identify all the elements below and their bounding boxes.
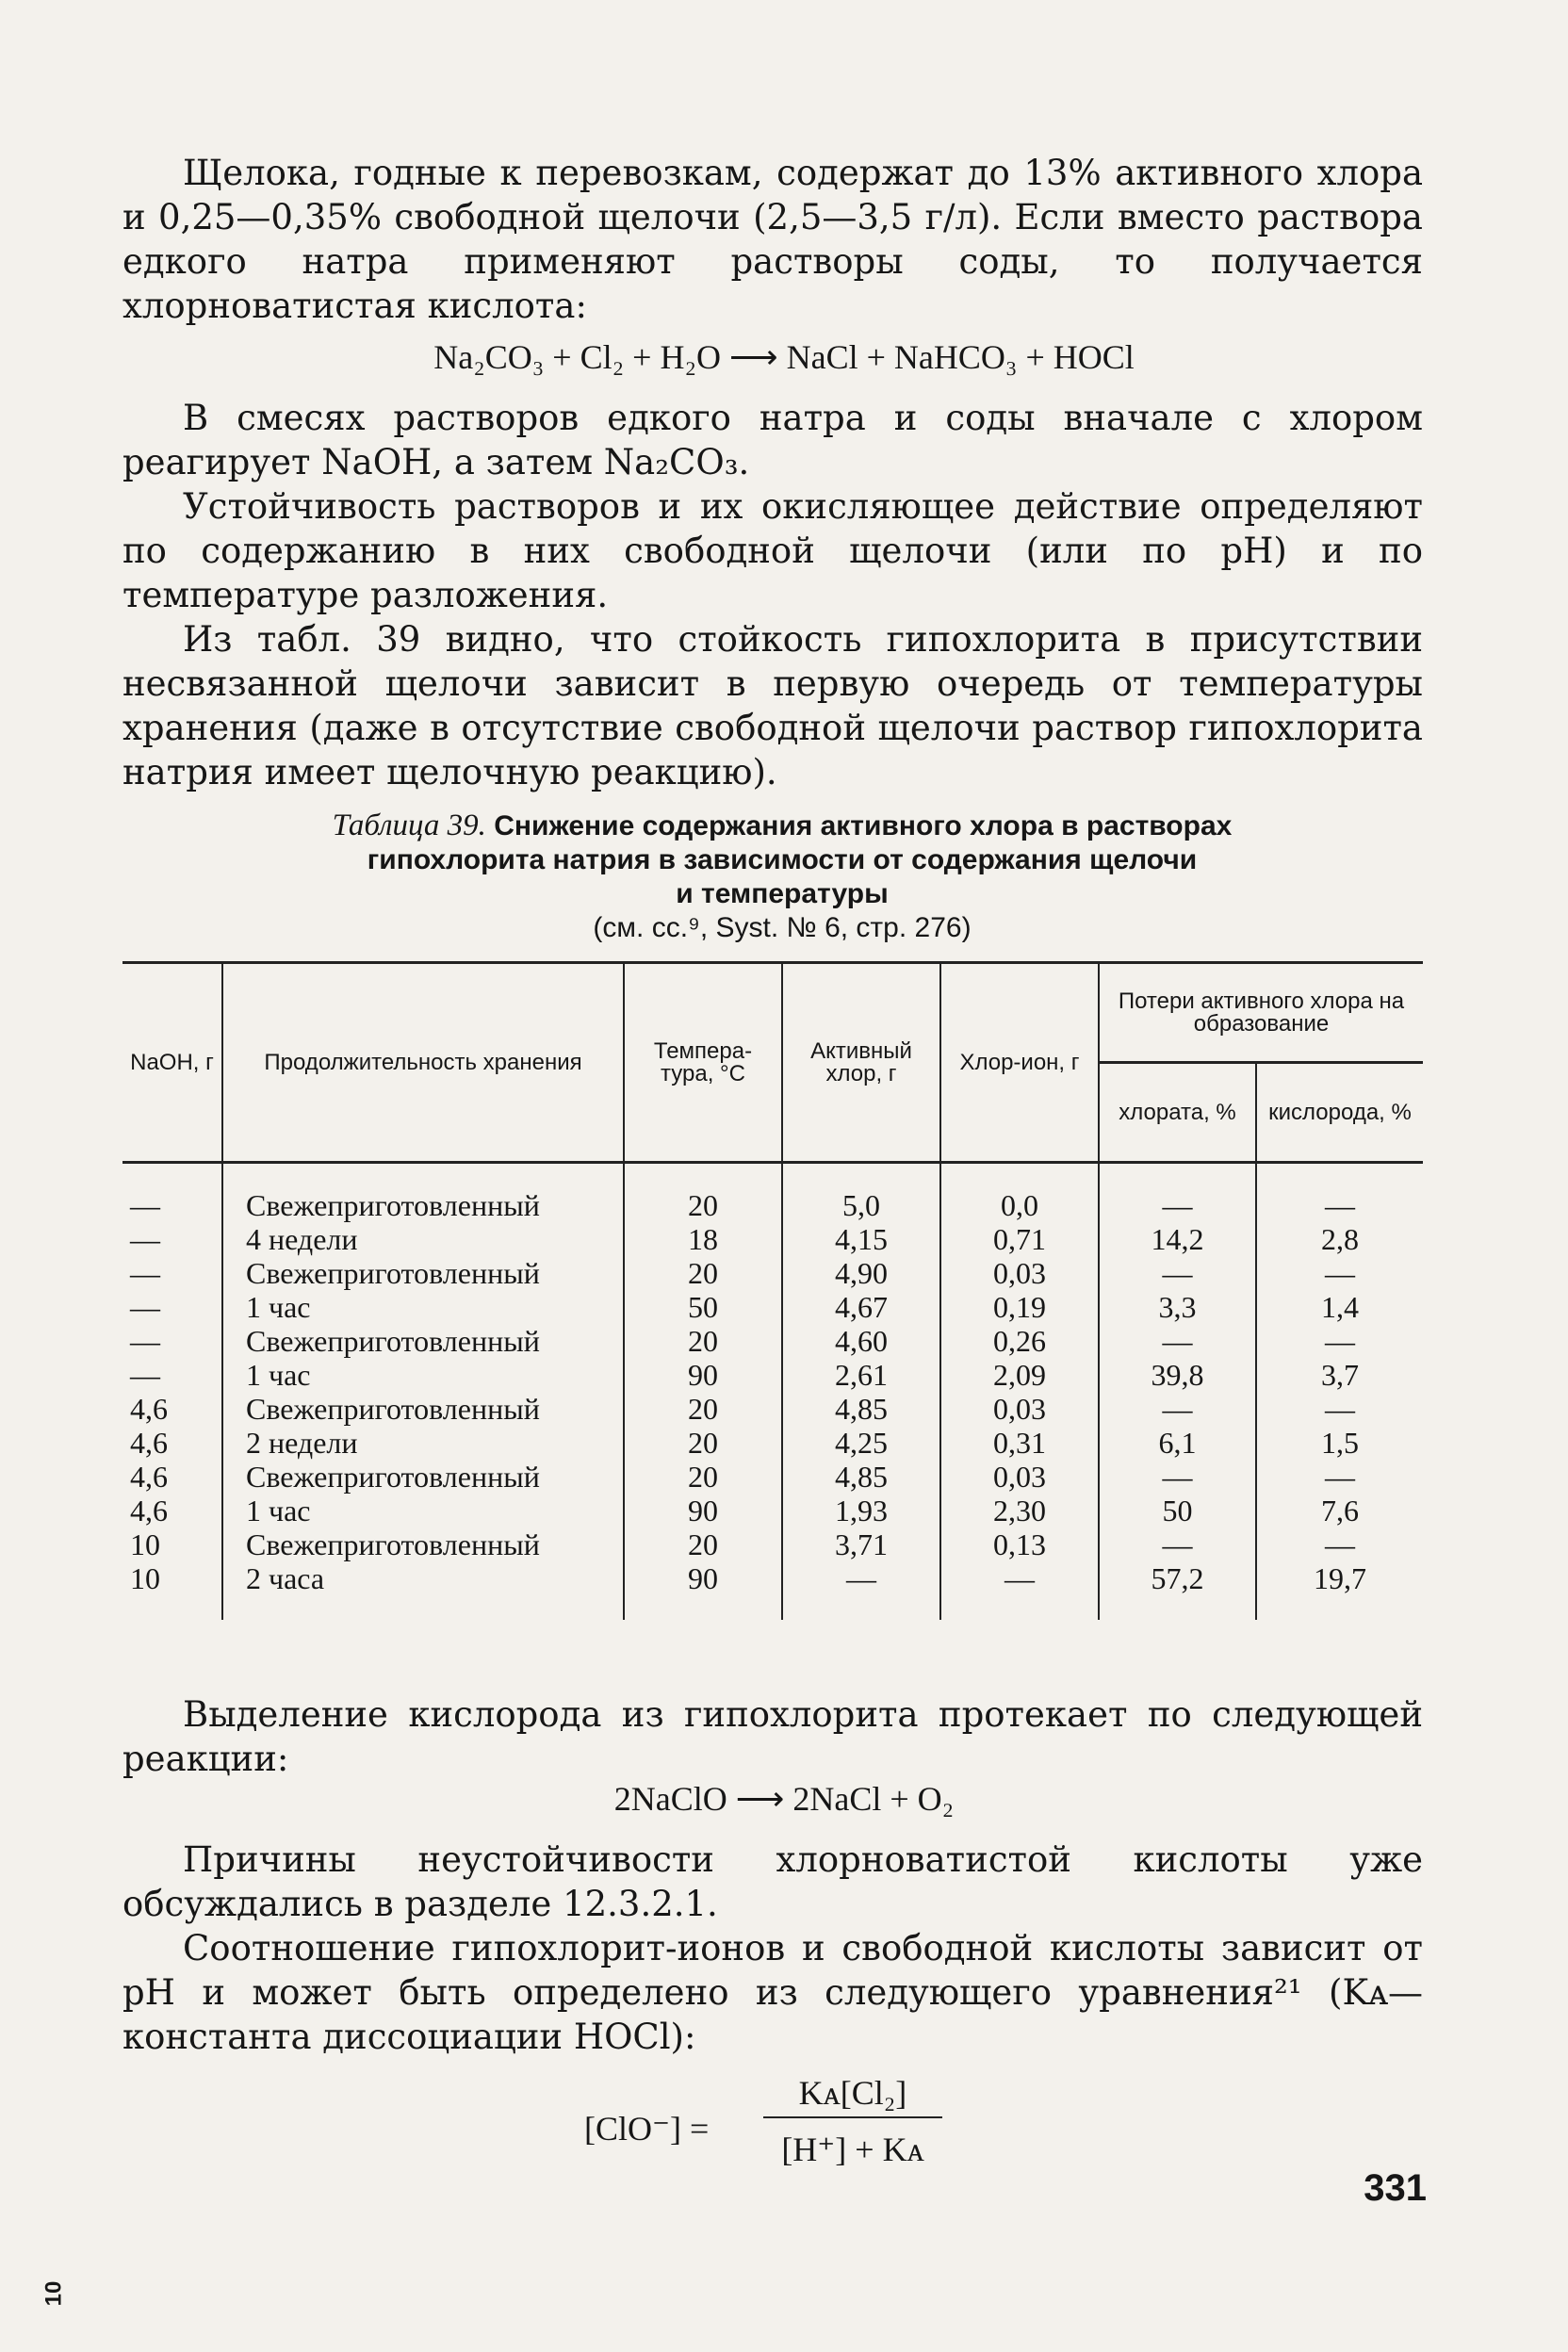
cell-oxygen-loss: — bbox=[1256, 1256, 1423, 1290]
cell-chlorate-loss: — bbox=[1099, 1460, 1256, 1494]
cell-chlorate-loss: — bbox=[1099, 1392, 1256, 1426]
cell-active-chlorine: 4,60 bbox=[782, 1324, 940, 1358]
text-block-final bbox=[122, 1838, 1423, 2059]
paragraph-alkali-transport: Щелока, годные к перевозкам, содержат до 13% активного хлора и 0,25—0,35% свободной щелочи (2,5—3,5 г/л). Если вместо раствора едкого натра применяют растворы соды, то получается хлорноватистая кислота: bbox=[122, 153, 1423, 326]
cell-temperature: 90 bbox=[624, 1358, 782, 1392]
cell-temperature: 20 bbox=[624, 1527, 782, 1561]
cell-duration: 1 час bbox=[222, 1358, 624, 1392]
formula-fraction-bar bbox=[763, 2116, 942, 2118]
equation-soda-chlorination: Na₂CO₃ + Cl₂ + H₂O ⟶ NaCl + NaHCO₃ + HOCl bbox=[433, 338, 1135, 376]
cell-active-chlorine: 4,67 bbox=[782, 1290, 940, 1324]
cell-temperature: 20 bbox=[624, 1392, 782, 1426]
cell-duration: Свежеприготовленный bbox=[222, 1256, 624, 1290]
cell-temperature: 20 bbox=[624, 1256, 782, 1290]
cell-naoh: — bbox=[130, 1324, 160, 1358]
cell-naoh: — bbox=[130, 1290, 160, 1324]
cell-chloride-ion: 2,09 bbox=[940, 1358, 1099, 1392]
cell-duration: Свежеприготовленный bbox=[222, 1163, 624, 1223]
cell-duration: 4 недели bbox=[222, 1222, 624, 1256]
cell-temperature: 50 bbox=[624, 1290, 782, 1324]
table-row bbox=[122, 1222, 1423, 1256]
caption-lead: Таблица 39. bbox=[332, 808, 486, 842]
cell-duration: Свежеприготовленный bbox=[222, 1460, 624, 1494]
cell-oxygen-loss: 3,7 bbox=[1256, 1358, 1423, 1392]
cell-naoh: — bbox=[130, 1188, 160, 1222]
cell-oxygen-loss: 7,6 bbox=[1256, 1494, 1423, 1527]
paragraph-instability: Причины неустойчивости хлорноватистой кислоты уже обсуждались в разделе 12.3.2.1. bbox=[122, 1839, 1423, 1924]
cell-naoh: 10 bbox=[130, 1561, 160, 1595]
cell-chlorate-loss: 39,8 bbox=[1099, 1358, 1256, 1392]
cell-naoh: — bbox=[130, 1358, 160, 1392]
cell-naoh: 10 bbox=[130, 1527, 160, 1561]
table-row bbox=[122, 1494, 1423, 1527]
cell-duration: 1 час bbox=[222, 1290, 624, 1324]
table-row bbox=[122, 1527, 1423, 1561]
cell-oxygen-loss: 19,7 bbox=[1256, 1561, 1423, 1620]
table-row bbox=[122, 1256, 1423, 1290]
cell-chloride-ion: 0,03 bbox=[940, 1460, 1099, 1494]
cell-chlorate-loss: — bbox=[1099, 1324, 1256, 1358]
cell-temperature: 20 bbox=[624, 1460, 782, 1494]
paragraph-stability: Устойчивость растворов и их окисляющее действие определяют по содержанию в них свободной щелочи (или по pH) и по температуре разложения. bbox=[122, 486, 1423, 615]
cell-temperature: 90 bbox=[624, 1494, 782, 1527]
table-row bbox=[122, 1460, 1423, 1494]
cell-oxygen-loss: — bbox=[1256, 1392, 1423, 1426]
cell-naoh: 4,6 bbox=[130, 1460, 168, 1494]
cell-duration: Свежеприготовленный bbox=[222, 1527, 624, 1561]
header-losses: Потери активного хлора на образование bbox=[1099, 963, 1423, 1063]
cell-oxygen-loss: — bbox=[1256, 1527, 1423, 1561]
equation-oxygen-release: 2NaClO ⟶ 2NaCl + O₂ bbox=[613, 1780, 955, 1818]
cell-chloride-ion: 0,26 bbox=[940, 1324, 1099, 1358]
cell-active-chlorine: — bbox=[782, 1561, 940, 1620]
cell-chloride-ion: 0,71 bbox=[940, 1222, 1099, 1256]
cell-oxygen-loss: — bbox=[1256, 1460, 1423, 1494]
cell-oxygen-loss: — bbox=[1256, 1163, 1423, 1223]
header-active-chlorine: Активный хлор, г bbox=[782, 963, 940, 1163]
cell-temperature: 20 bbox=[624, 1163, 782, 1223]
text-block-middle bbox=[122, 396, 1423, 794]
formula-lhs: [ClO⁻] = bbox=[584, 2110, 710, 2148]
cell-oxygen-loss: — bbox=[1256, 1324, 1423, 1358]
cell-chloride-ion: 0,13 bbox=[940, 1527, 1099, 1561]
cell-active-chlorine: 4,25 bbox=[782, 1426, 940, 1460]
header-chloride-ion: Хлор-ион, г bbox=[940, 963, 1099, 1163]
cell-duration: 2 недели bbox=[222, 1426, 624, 1460]
cell-temperature: 20 bbox=[624, 1426, 782, 1460]
header-naoh: NaOH, г bbox=[122, 963, 222, 1163]
cell-active-chlorine: 4,15 bbox=[782, 1222, 940, 1256]
cell-naoh: 4,6 bbox=[130, 1392, 168, 1426]
table-row bbox=[122, 1426, 1423, 1460]
header-chlorate: хлората, % bbox=[1099, 1063, 1256, 1163]
cell-chloride-ion: 0,31 bbox=[940, 1426, 1099, 1460]
cell-chlorate-loss: — bbox=[1099, 1527, 1256, 1561]
header-duration: Продолжительность хранения bbox=[222, 963, 624, 1163]
text-block-top bbox=[122, 151, 1423, 328]
table-row bbox=[122, 1163, 1423, 1223]
cell-naoh: 4,6 bbox=[130, 1426, 168, 1460]
table-row bbox=[122, 1358, 1423, 1392]
header-temperature: Темпера-тура, °С bbox=[624, 963, 782, 1163]
table-row bbox=[122, 1324, 1423, 1358]
cell-duration: 1 час bbox=[222, 1494, 624, 1527]
cell-oxygen-loss: 1,5 bbox=[1256, 1426, 1423, 1460]
cell-oxygen-loss: 2,8 bbox=[1256, 1222, 1423, 1256]
cell-temperature: 18 bbox=[624, 1222, 782, 1256]
margin-mark: 10 bbox=[41, 2280, 67, 2307]
header-oxygen: кислорода, % bbox=[1256, 1063, 1423, 1163]
cell-duration: Свежеприготовленный bbox=[222, 1392, 624, 1426]
cell-chloride-ion: 2,30 bbox=[940, 1494, 1099, 1527]
cell-chlorate-loss: 6,1 bbox=[1099, 1426, 1256, 1460]
caption-title-3: и температуры bbox=[676, 878, 889, 909]
cell-temperature: 20 bbox=[624, 1324, 782, 1358]
cell-chloride-ion: 0,0 bbox=[940, 1163, 1099, 1223]
cell-chlorate-loss: 57,2 bbox=[1099, 1561, 1256, 1620]
cell-naoh: — bbox=[130, 1256, 160, 1290]
cell-duration: 2 часа bbox=[222, 1561, 624, 1620]
table-body bbox=[122, 1163, 1423, 1621]
caption-title-1: Снижение содержания активного хлора в растворах bbox=[494, 810, 1233, 841]
hypochlorite-table bbox=[122, 961, 1423, 1620]
caption-source: (см. сс.⁹, Syst. № 6, стр. 276) bbox=[593, 912, 972, 943]
cell-chloride-ion: 0,19 bbox=[940, 1290, 1099, 1324]
cell-active-chlorine: 5,0 bbox=[782, 1163, 940, 1223]
table-row bbox=[122, 1561, 1423, 1620]
table-row bbox=[122, 1290, 1423, 1324]
paragraph-table-reference: Из табл. 39 видно, что стойкость гипохлорита в присутствии несвязанной щелочи зависит в первую очередь от температуры хранения (даже в отсутствие свободной щелочи раствор гипохлорита натрия имеет щелочную реакцию). bbox=[122, 619, 1423, 792]
cell-chlorate-loss: — bbox=[1099, 1256, 1256, 1290]
table-row bbox=[122, 1392, 1423, 1426]
cell-chlorate-loss: 14,2 bbox=[1099, 1222, 1256, 1256]
cell-active-chlorine: 3,71 bbox=[782, 1527, 940, 1561]
paragraph-oxygen-release: Выделение кислорода из гипохлорита протекает по следующей реакции: bbox=[122, 1694, 1423, 1779]
cell-duration: Свежеприготовленный bbox=[222, 1324, 624, 1358]
caption-line-1 bbox=[170, 808, 1395, 843]
cell-naoh: 4,6 bbox=[130, 1494, 168, 1527]
paragraph-ratio: Соотношение гипохлорит-ионов и свободной кислоты зависит от pH и может быть определено из следующего уравнения²¹ (Kᴀ—константа диссоциации HOCl): bbox=[122, 1928, 1423, 2057]
page-number: 331 bbox=[1364, 2167, 1427, 2209]
cell-chloride-ion: 0,03 bbox=[940, 1256, 1099, 1290]
cell-active-chlorine: 2,61 bbox=[782, 1358, 940, 1392]
cell-active-chlorine: 4,85 bbox=[782, 1460, 940, 1494]
cell-chlorate-loss: — bbox=[1099, 1163, 1256, 1223]
cell-chlorate-loss: 50 bbox=[1099, 1494, 1256, 1527]
formula-numerator: Kᴀ[Cl₂] bbox=[798, 2074, 907, 2112]
paragraph-mixtures: В смесях растворов едкого натра и соды вначале с хлором реагирует NaOH, а затем Na₂CO₃. bbox=[122, 398, 1423, 482]
text-block-bottom bbox=[122, 1692, 1423, 1781]
caption-title-2: гипохлорита натрия в зависимости от содержания щелочи bbox=[367, 844, 1198, 875]
cell-naoh: — bbox=[130, 1222, 160, 1256]
cell-temperature: 90 bbox=[624, 1561, 782, 1620]
cell-oxygen-loss: 1,4 bbox=[1256, 1290, 1423, 1324]
cell-active-chlorine: 4,90 bbox=[782, 1256, 940, 1290]
cell-chloride-ion: 0,03 bbox=[940, 1392, 1099, 1426]
cell-chloride-ion: — bbox=[940, 1561, 1099, 1620]
table-caption bbox=[170, 808, 1395, 945]
cell-chlorate-loss: 3,3 bbox=[1099, 1290, 1256, 1324]
cell-active-chlorine: 4,85 bbox=[782, 1392, 940, 1426]
formula-denominator: [H⁺] + Kᴀ bbox=[781, 2131, 924, 2168]
cell-active-chlorine: 1,93 bbox=[782, 1494, 940, 1527]
